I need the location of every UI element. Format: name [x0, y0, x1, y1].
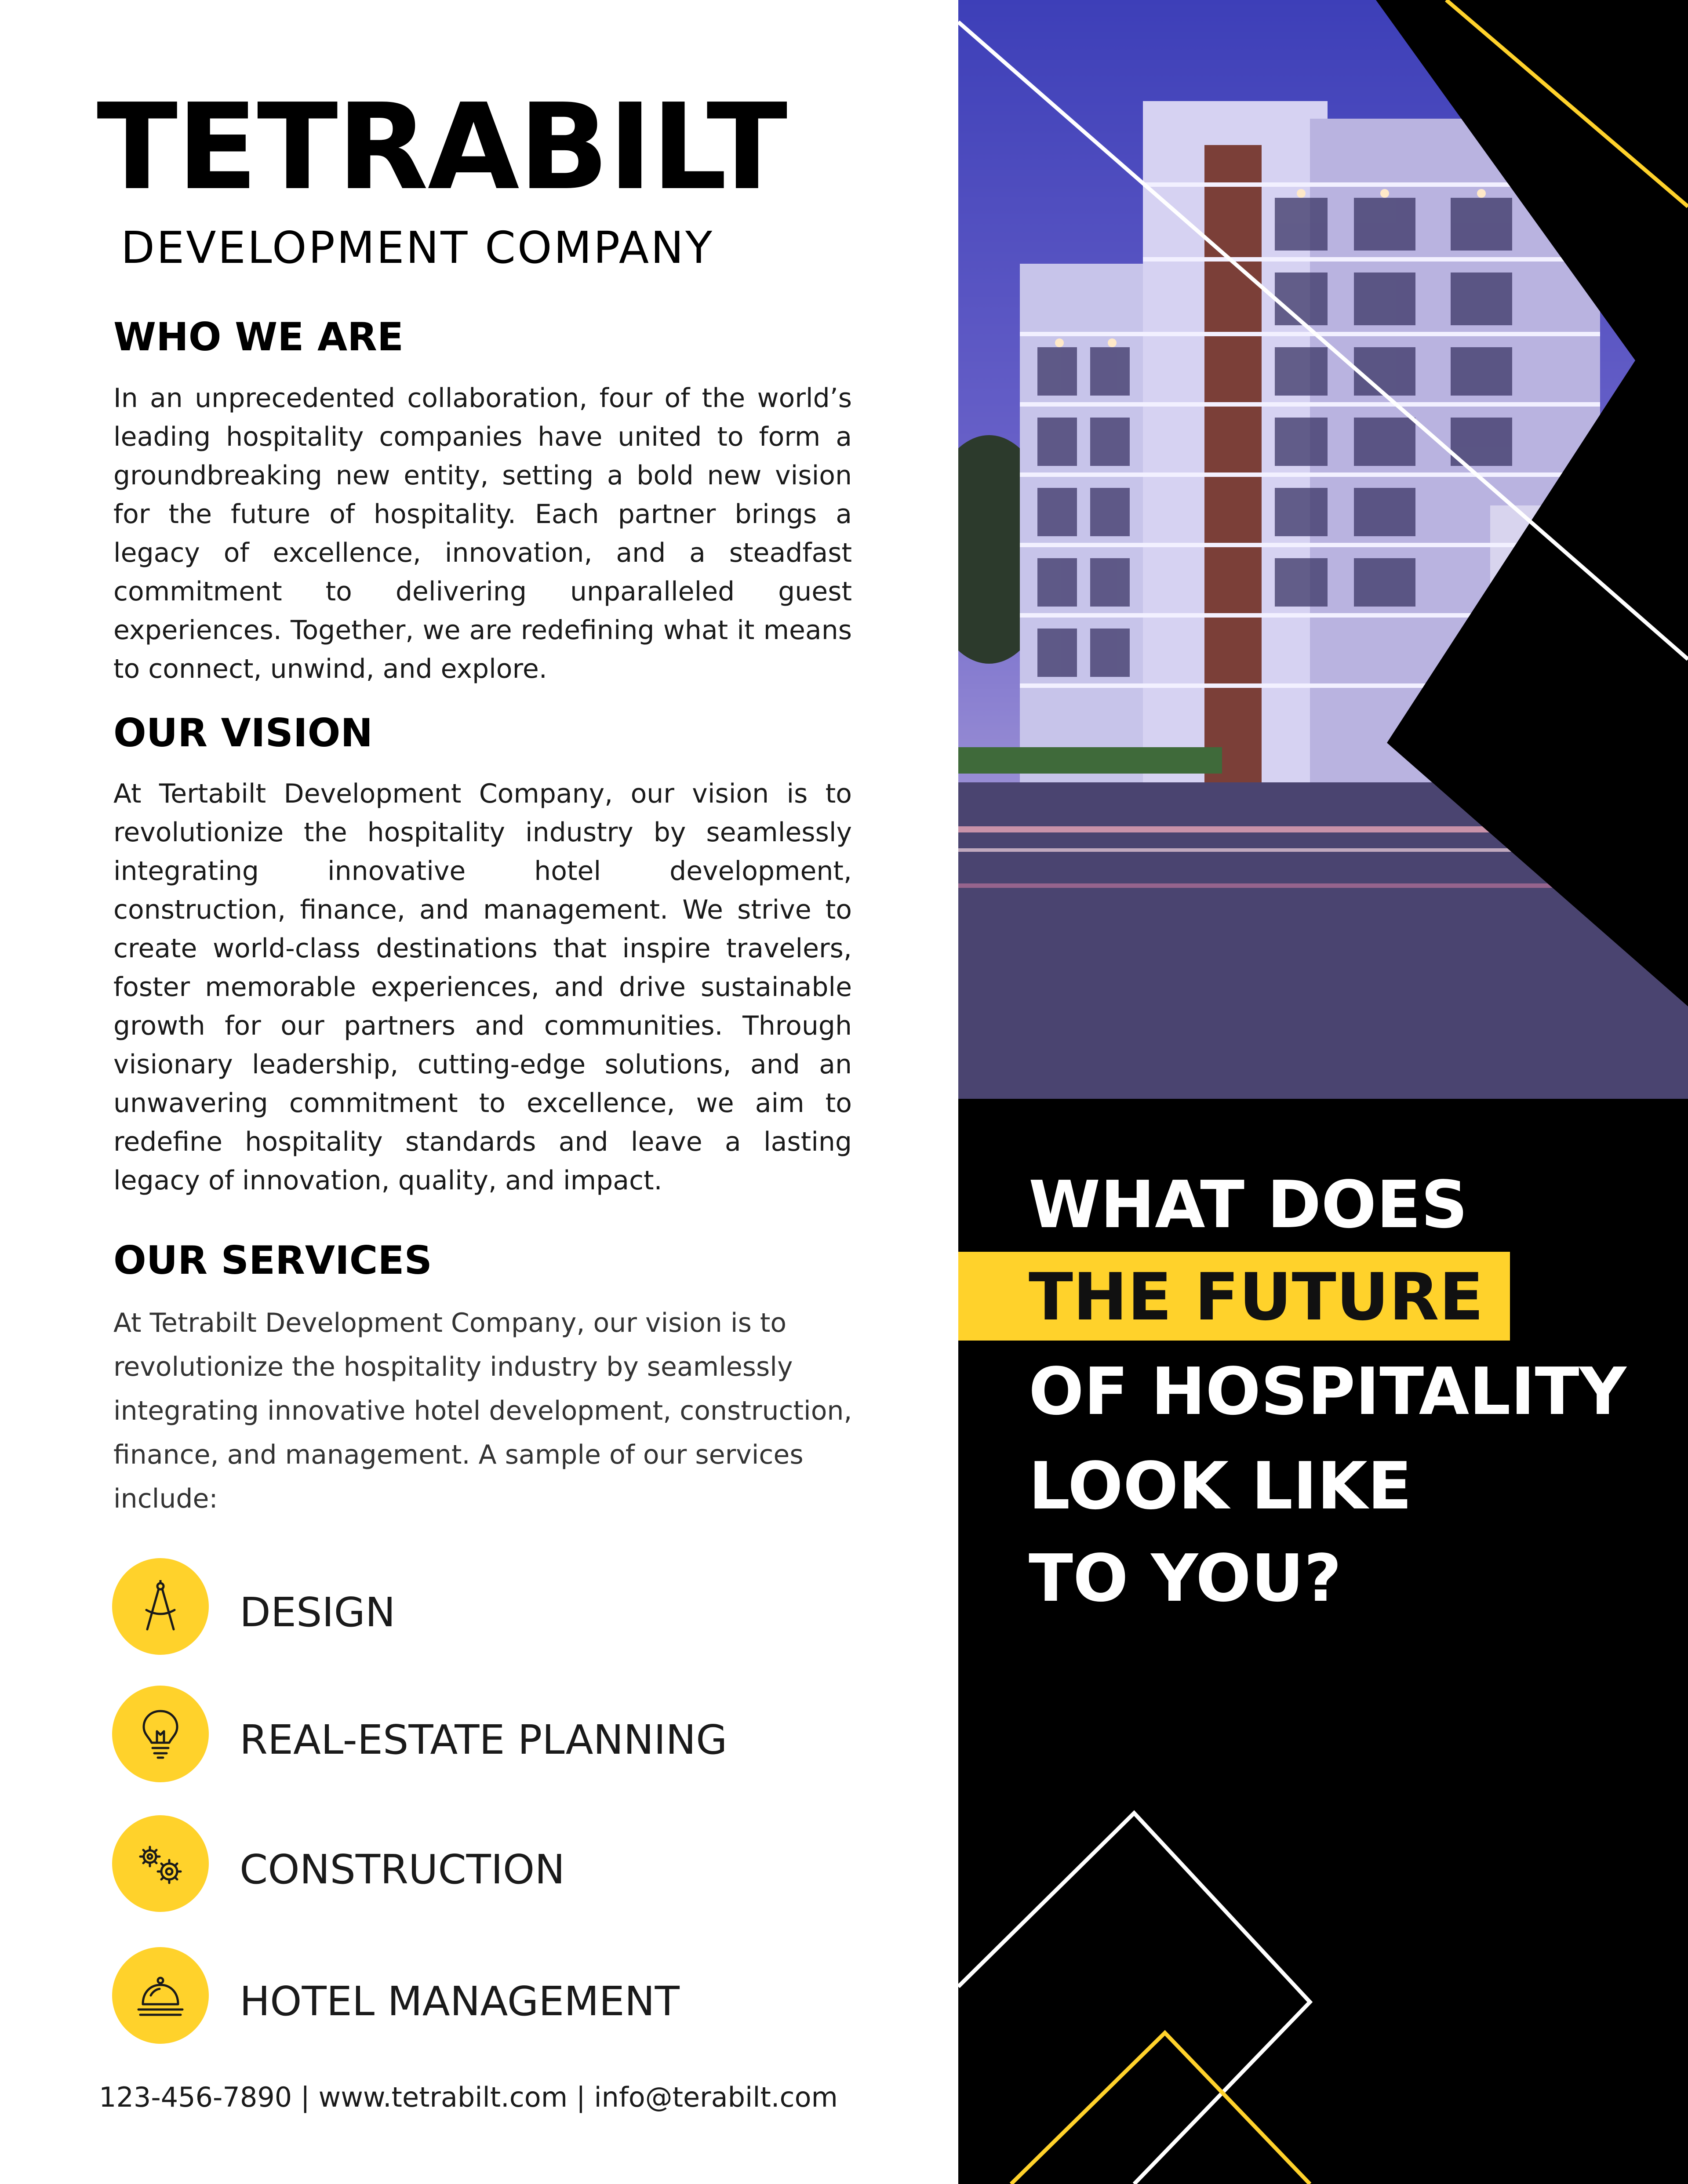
contact-footer: 123-456-7890 | www.tetrabilt.com | info@terabilt.com — [99, 2081, 838, 2113]
tagline-line-3: OF HOSPITALITY — [1029, 1354, 1626, 1429]
our-services-text: At Tetrabilt Development Company, our vision is to revolutionize the hospitality industry by seamlessly integrating innovative hotel development, construction, finance, and management. A sample of our services include: — [113, 1308, 852, 1514]
brand-logo: TETRABILT — [97, 78, 787, 216]
our-services-heading: OUR SERVICES — [113, 1238, 432, 1283]
gears-icon — [112, 1815, 209, 1912]
tagline-line-4: LOOK LIKE — [1029, 1448, 1412, 1524]
service-label: HOTEL MANAGEMENT — [240, 1978, 680, 2025]
tagline-line-2: THE FUTURE — [1029, 1259, 1484, 1335]
who-we-are-text: In an unprecedented collaboration, four of the world’s leading hospitality companies have united to form a groundbreaking new entity, setting a bold new vision for the future of hospitality. Each partner brings a legacy of excellence, innovation, and a steadfast commitment to delivering unparalleled guest experiences. Together, we are redefining what it means to connect, unwind, and explore. — [113, 383, 852, 684]
service-bell-icon — [112, 1947, 209, 2044]
service-label: CONSTRUCTION — [240, 1846, 565, 1893]
service-item-construction — [112, 1815, 859, 1912]
who-we-are-heading: WHO WE ARE — [113, 314, 404, 360]
our-vision-text: At Tertabilt Development Company, our vision is to revolutionize the hospitality industry by seamlessly integrating innovative hotel development, construction, finance, and management. We strive to create world-class destinations that inspire travelers, foster memorable experiences, and drive sustainable growth for our partners and communities. Through visionary leadership, cutting-edge solutions, and an unwavering commitment to excellence, we aim to redefine hospitality standards and leave a lasting legacy of innovation, quality, and impact. — [113, 778, 852, 1196]
service-item-hotel-management — [112, 1947, 859, 2044]
decorative-lines — [958, 0, 1688, 2184]
lightbulb-icon — [112, 1686, 209, 1782]
tagline-line-5: TO YOU? — [1029, 1541, 1342, 1616]
service-item-design — [112, 1558, 859, 1655]
service-item-real-estate-planning — [112, 1686, 859, 1782]
tagline-line-1: WHAT DOES — [1029, 1167, 1468, 1243]
service-label: REAL-ESTATE PLANNING — [240, 1716, 728, 1763]
compass-icon — [112, 1558, 209, 1655]
our-vision-heading: OUR VISION — [113, 710, 373, 756]
service-label: DESIGN — [240, 1589, 396, 1636]
right-panel — [958, 0, 1688, 2184]
brand-subtitle: DEVELOPMENT COMPANY — [121, 222, 714, 273]
